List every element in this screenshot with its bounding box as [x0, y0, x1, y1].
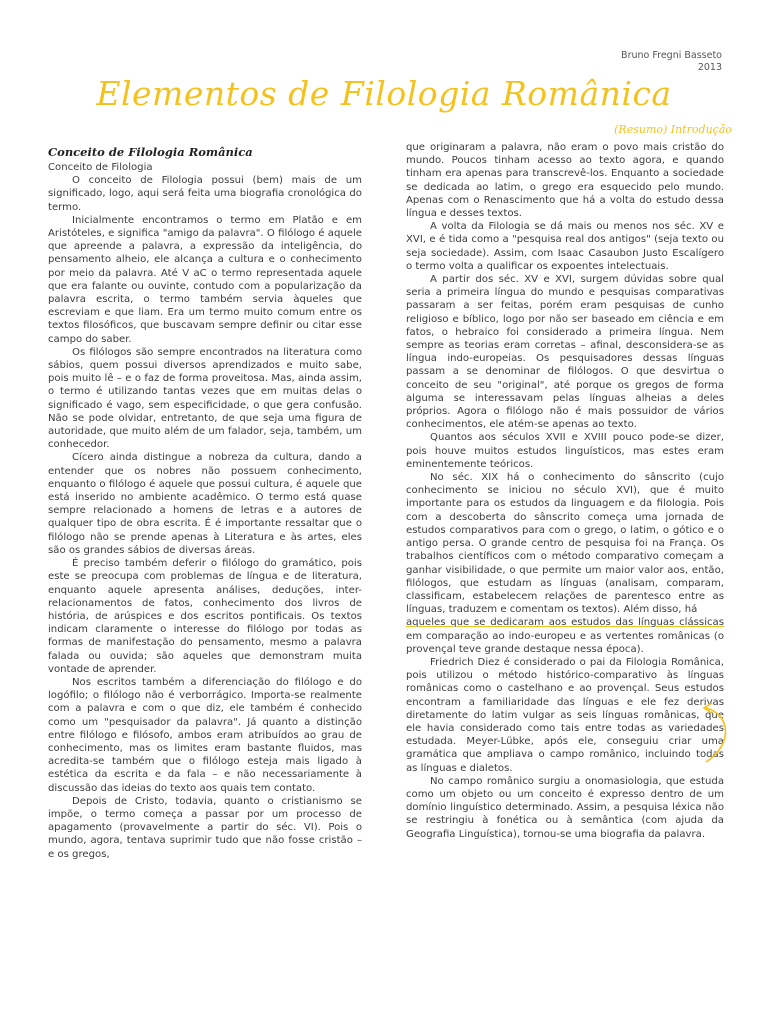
paragraph: que originaram a palavra, não eram o povo mais cristão do mundo. Poucos tinham acesso ao texto agora, e quando tinham era apenas para transcrevê-los. Enquanto a sociedade se dedicada ao latim, o grego era esquecido pelo mundo. Apenas com o Renascimento que há a volta do estudo dessa língua e desses textos.: [406, 142, 724, 220]
subsection-title: Conceito de Filologia: [48, 162, 153, 173]
paragraph: O conceito de Filologia possui (bem) mais de um significado, logo, aqui será feita uma biografia cronológica do termo.: [48, 175, 362, 213]
paragraph: Inicialmente encontramos o termo em Platão e em Aristóteles, e significa "amigo da palavra". O filólogo é aquele que apreende a palavra, a expressão da inteligência, do pensamento alheio, ele alcança a cultura e o conhecimento por meio da palavra. Até V aC o termo representada aquele que era falante ou ouvinte, contudo com a popularização da palavra escrita, o termo também servia àqueles que escreviam e que liam. Era um termo muito comum entre os textos filosóficos, que buscavam sempre definir ou citar esse campo do saber.: [48, 214, 362, 345]
section-title: Conceito de Filologia Românica: [48, 145, 253, 159]
paragraph: Friedrich Diez é considerado o pai da Filologia Românica, pois utilizou o método histórico-comparativo às línguas românicas como o castelhano e ao provençal. Seus estudos encontram a familiaridade das línguas e ele fez derivas diretamente do latim vulgar as seis línguas românicas, que ele havia considerado como tais entre todas as variedades estudada. Meyer-Lübke, após ele, conseguiu criar uma gramática que ampliava o campo românico, incluindo todas as línguas e dialetos.: [406, 656, 724, 774]
paragraph: Nos escritos também a diferenciação do filólogo e do logófilo; o filólogo não é verborrágico. Importa-se realmente com a palavra e com o que diz, ele também é conhecido como um "pesquisador da palavra". Já quanto a distinção entre filólogo e filósofo, ambos eram atribuídos ao grau de conhecimento, mas os limites eram bastante fluidos, mas acredita-se também que o filólogo esteja mais ligado à estética da escrita e da fala – e não necessariamente à discussão das ideias do texto aos quais tem contato.: [48, 676, 362, 794]
paragraph: Quantos aos séculos XVII e XVIII pouco pode-se dizer, pois houve muitos estudos linguísticos, mas estes eram eminentemente teóricos.: [406, 432, 724, 470]
highlighted-text: aqueles que se dedicaram aos estudos das línguas clássicas: [406, 617, 724, 629]
paragraph: Cícero ainda distingue a nobreza da cultura, dando a entender que os nobres não possuem conhecimento, enquanto o filólogo é aquele que possui cultura, é aquele que está inserido no ambiente acadêmico. O termo está quase sempre relacionado a homens de letras e a autores de qualquer tipo de obra escrita. É é importante ressaltar que o filólogo não se prende apenas à Literatura e às artes, eles são os grandes sábios de diversas áreas.: [48, 452, 362, 556]
document-subtitle: (Resumo) Introdução: [614, 123, 732, 136]
author-name: Bruno Fregni Basseto: [621, 50, 722, 61]
paragraph: É preciso também deferir o filólogo do gramático, pois este se preocupa com problemas de língua e de literatura, enquanto aquele apresenta análises, deduções, inter-relacionamentos de fatos, conhecimento dos livros de história, de arúspices e dos escritos pontificais. Os textos indicam claramente o interesse do filólogo por todas as formas de manifestação do pensamento, mesmo a palavra falada ou ouvida; são aqueles que demonstram muita vontade de aprender.: [48, 558, 362, 675]
paragraph: A volta da Filologia se dá mais ou menos nos séc. XV e XVI, e é tida como a "pesquisa real dos antigos" (seja texto ou seja sociedade). Assim, com Isaac Casaubon Justo Escalígero o termo volta a qualificar os expoentes intelectuais.: [406, 221, 724, 272]
author-year: 2013: [697, 62, 722, 73]
paragraph-continuation: em comparação ao indo-europeu e as vertentes românicas (o provençal teve grande destaque nessa época).: [406, 630, 724, 655]
paragraph: No séc. XIX há o conhecimento do sânscrito (cujo conhecimento se iniciou no século XVI), que é muito importante para os estudos da linguagem e da filologia. Pois com a descoberta do sânscrito começa uma jornada de estudos comparativos para com o grego, o latim, o gótico e o antigo persa. O grande centro de pesquisa foi na França. Os trabalhos científicos com o método comparativo começam a ganhar visibilidade, o que permite um maior valor aos, então, filólogos, que estudam as línguas (analisam, comparam, classificam, estabelecem relações de parentesco entre as línguas, traduzem e comentam os textos). Além disso, há: [406, 472, 724, 616]
paragraph: Os filólogos são sempre encontrados na literatura como sábios, quem possui diversos aprendizados e muito sabe, pois muito lê – e o faz de forma proveitosa. Mas, ainda assim, o termo é utilizando tantas vezes que em muitas delas o significado é vago, sem especificidade, o que gera confusão. Não se pode olvidar, entretanto, de que seja uma figura de autoridade, que muito além de um falador, seja, também, um conhecedor.: [48, 346, 362, 451]
highlighted-paragraph: [406, 616, 724, 656]
paragraph: No campo românico surgiu a onomasiologia, que estuda como um objeto ou um conceito é expresso dentro de um domínio linguístico determinado. Assim, a pesquisa léxica não se restringiu à fonética ou à semântica (com ajuda da Geografia Linguística), tornou-se uma biografia da palavra.: [406, 775, 724, 840]
annotation-arrow-icon: [700, 700, 736, 770]
right-column: [406, 141, 724, 841]
author-block: [621, 50, 722, 74]
paragraph: A partir dos séc. XV e XVI, surgem dúvidas sobre qual seria a primeira língua do mundo e pesquisas comparativas passaram a ser feitas, porém eram pesquisas de cunho religioso e bíblico, logo por não ser baseado em ciência e em fatos, o hebraico foi considerado a primeira língua. Nem sempre as teorias eram corretas – afinal, desconsidera-se as língua indo-europeias. Os pesquisadores dessas línguas passam a se denominar de filólogos. O que desvirtua o conceito de seu "original", até porque os gregos de forma alguma se interessavam pelas línguas alheias a deles próprios. Agora o filólogo não é mais possuidor de vários conhecimentos, ele atém-se apenas ao texto.: [406, 274, 724, 431]
document-title: Elementos de Filologia Românica: [96, 74, 672, 113]
left-column: [48, 144, 362, 861]
paragraph: Depois de Cristo, todavia, quanto o cristianismo se impõe, o termo começa a passar por um processo de apagamento (provavelmente a partir do séc. VI). Pois o mundo, agora, tentava suprimir tudo que não fosse cristão – e os gregos,: [48, 795, 362, 860]
